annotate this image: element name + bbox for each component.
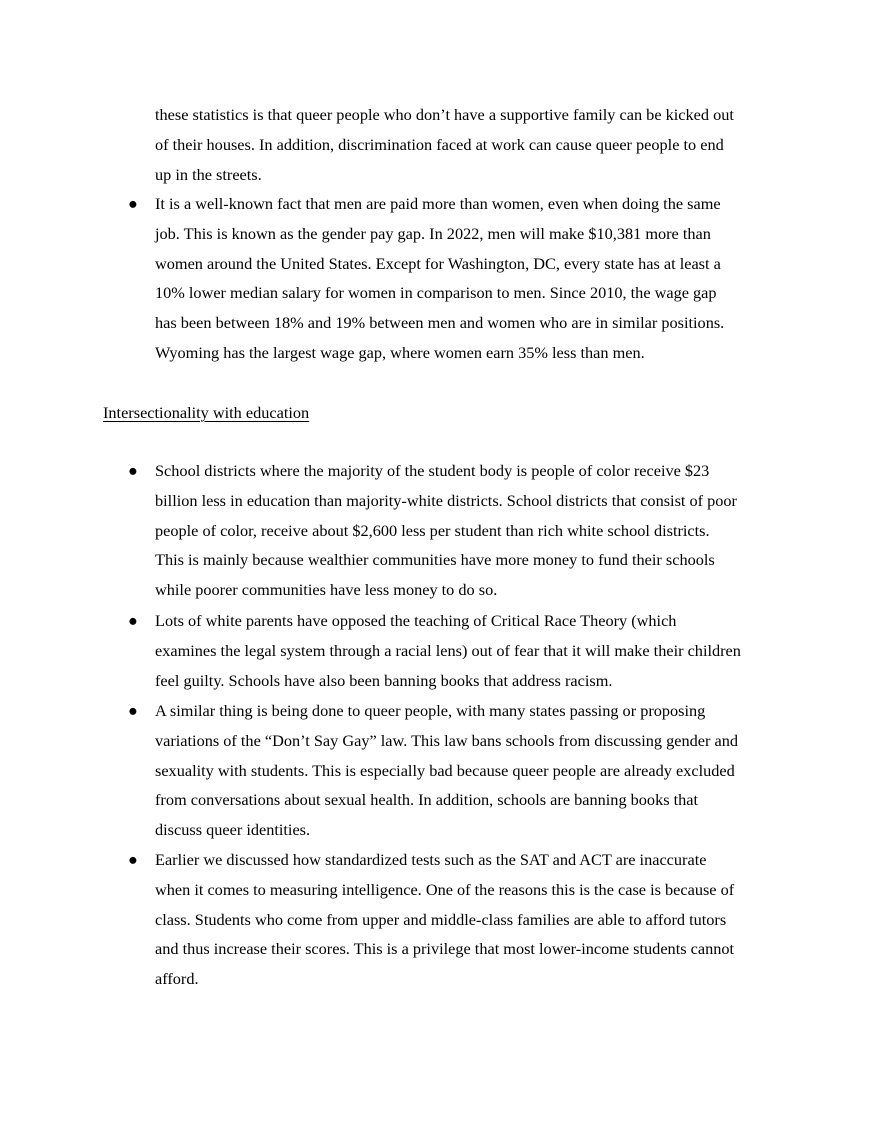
paragraph-line: afford. xyxy=(155,969,199,989)
paragraph-line: of their houses. In addition, discrimination faced at work can cause queer people to end xyxy=(155,134,724,154)
paragraph-line: up in the streets. xyxy=(155,164,262,184)
paragraph-line: Wyoming has the largest wage gap, where women earn 35% less than men. xyxy=(155,342,645,362)
paragraph-line: billion less in education than majority-white districts. School districts that consist of poor xyxy=(155,490,737,510)
paragraph-line: examines the legal system through a racial lens) out of fear that it will make their children xyxy=(155,640,741,660)
paragraph-line: people of color, receive about $2,600 less per student than rich white school districts. xyxy=(155,520,710,540)
bullet-text xyxy=(155,456,737,605)
paragraph-line: Earlier we discussed how standardized tests such as the SAT and ACT are inaccurate xyxy=(155,850,707,869)
paragraph-line: these statistics is that queer people who don’t have a supportive family can be kicked out xyxy=(155,105,734,124)
section-heading: Intersectionality with education xyxy=(103,403,310,422)
paragraph-line: and thus increase their scores. This is a privilege that most lower-income students cannot xyxy=(155,939,735,959)
bullet-text xyxy=(155,696,738,845)
paragraph-line: 10% lower median salary for women in comparison to men. Since 2010, the wage gap xyxy=(155,283,717,303)
paragraph-line: A similar thing is being done to queer people, with many states passing or proposing xyxy=(155,701,706,720)
paragraph-line: sexuality with students. This is especially bad because queer people are already excluded xyxy=(155,760,735,780)
paragraph-line: job. This is known as the gender pay gap. In 2022, men will make $10,381 more than xyxy=(155,223,711,243)
paragraph-line: women around the United States. Except for Washington, DC, every state has at least a xyxy=(155,253,721,273)
bullet-icon: ● xyxy=(128,701,138,720)
bullet-icon: ● xyxy=(128,850,138,869)
paragraph-line: Lots of white parents have opposed the teaching of Critical Race Theory (which xyxy=(155,611,677,630)
paragraph-line: School districts where the majority of the student body is people of color receive $23 xyxy=(155,461,710,480)
paragraph-line: while poorer communities have less money to do so. xyxy=(155,580,498,600)
bullet-text xyxy=(155,606,741,695)
bullet-text xyxy=(155,845,734,994)
bullet-icon: ● xyxy=(128,611,138,630)
continuation-paragraph xyxy=(155,100,795,189)
bullet-icon: ● xyxy=(128,461,138,480)
paragraph-line: This is mainly because wealthier communities have more money to fund their schools xyxy=(155,550,715,570)
paragraph-line: class. Students who come from upper and middle-class families are able to afford tutors xyxy=(155,909,727,929)
paragraph-line: discuss queer identities. xyxy=(155,820,311,840)
paragraph-line: has been between 18% and 19% between men and women who are in similar positions. xyxy=(155,313,725,333)
paragraph-line: when it comes to measuring intelligence. One of the reasons this is the case is because of xyxy=(155,879,735,899)
paragraph-line: It is a well-known fact that men are paid more than women, even when doing the same xyxy=(155,194,721,213)
paragraph-line: feel guilty. Schools have also been banning books that address racism. xyxy=(155,670,613,690)
paragraph-line: variations of the “Don’t Say Gay” law. This law bans schools from discussing gender and xyxy=(155,730,738,750)
paragraph-line: from conversations about sexual health. In addition, schools are banning books that xyxy=(155,790,699,810)
bullet-text xyxy=(155,189,724,368)
bullet-icon: ● xyxy=(128,194,138,213)
